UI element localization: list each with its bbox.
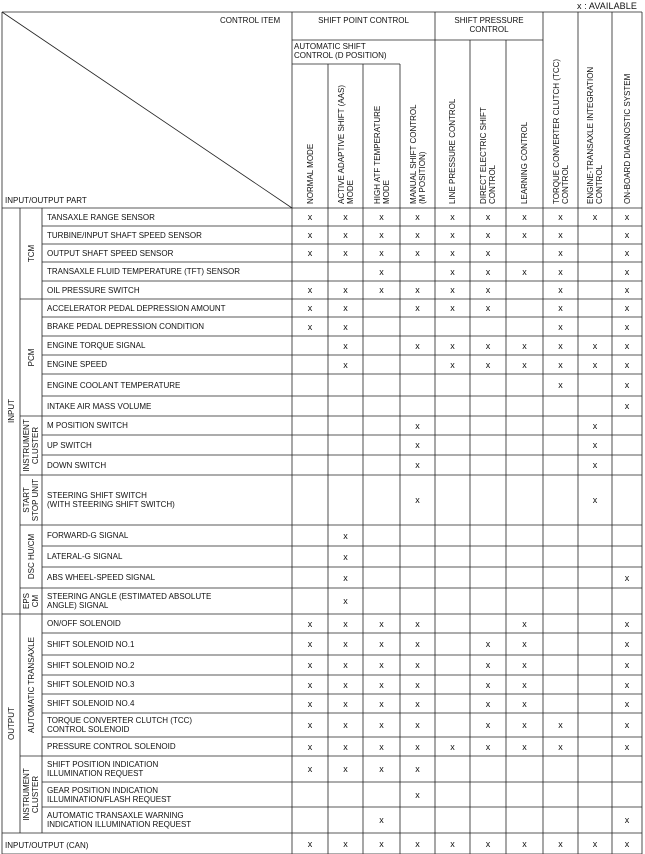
- group-label: EPS CM: [22, 593, 40, 610]
- cell-mark: x: [343, 639, 348, 649]
- cell-mark: x: [415, 660, 420, 670]
- column-header: LEARNING CONTROL: [520, 121, 529, 204]
- cell-mark: x: [343, 720, 348, 730]
- cell-mark: x: [379, 764, 384, 774]
- row-label: SHIFT SOLENOID NO.1: [47, 639, 135, 649]
- cell-mark: x: [343, 551, 348, 562]
- row-label: DOWN SWITCH: [47, 460, 107, 470]
- cell-mark: x: [592, 460, 598, 470]
- cell-mark: x: [558, 285, 563, 295]
- cell-mark: x: [485, 230, 491, 240]
- cell-mark: x: [485, 639, 491, 649]
- row-label: ON/OFF SOLENOID: [47, 619, 121, 628]
- cell-mark: x: [343, 660, 348, 670]
- cell-mark: x: [379, 618, 384, 629]
- cell-mark: x: [307, 764, 313, 774]
- cell-mark: x: [307, 698, 313, 709]
- aas-group-label: AUTOMATIC SHIFT CONTROL (D POSITION): [294, 42, 387, 60]
- cell-mark: x: [379, 248, 384, 258]
- cell-mark: x: [379, 212, 384, 222]
- cell-mark: x: [522, 639, 527, 649]
- cell-mark: x: [415, 838, 420, 849]
- cell-mark: x: [415, 230, 420, 240]
- row-label: OIL PRESSURE SWITCH: [47, 285, 140, 295]
- cell-mark: x: [558, 303, 563, 313]
- column-header: LINE PRESSURE CONTROL: [448, 98, 457, 204]
- row-label: BRAKE PEDAL DEPRESSION CONDITION: [47, 322, 205, 331]
- group-label: PCM: [26, 348, 36, 367]
- cell-mark: x: [558, 230, 563, 240]
- cell-mark: x: [307, 212, 313, 222]
- cell-mark: x: [415, 698, 420, 709]
- cell-mark: x: [415, 764, 420, 774]
- cell-mark: x: [307, 720, 313, 730]
- cell-mark: x: [343, 321, 348, 332]
- cell-mark: x: [307, 618, 313, 629]
- shift-point-control-label: SHIFT POINT CONTROL: [318, 16, 409, 25]
- cell-mark: x: [624, 639, 630, 649]
- cell-mark: x: [343, 212, 348, 222]
- column-header: ON-BOARD DIAGNOSTIC SYSTEM: [622, 73, 632, 204]
- cell-mark: x: [343, 838, 348, 849]
- cell-mark: x: [624, 285, 630, 295]
- cell-mark: x: [307, 639, 313, 649]
- cell-mark: x: [379, 639, 384, 649]
- cell-mark: x: [592, 420, 598, 431]
- cell-mark: x: [307, 303, 313, 313]
- cell-mark: x: [624, 401, 630, 411]
- cell-mark: x: [450, 248, 455, 258]
- group-label: INSTRUMENT CLUSTER: [22, 768, 40, 821]
- row-label: STEERING SHIFT SWITCH (WITH STEERING SHIFT SWITCH): [47, 491, 175, 509]
- row-label: TORQUE CONVERTER CLUTCH (TCC) CONTROL SOLENOID: [47, 716, 193, 734]
- cell-mark: x: [343, 764, 348, 774]
- cell-mark: x: [415, 741, 420, 752]
- group-label: TCM: [26, 244, 36, 263]
- cell-mark: x: [558, 741, 563, 752]
- cell-mark: x: [485, 340, 491, 351]
- cell-mark: x: [307, 321, 313, 332]
- row-label: INTAKE AIR MASS VOLUME: [47, 401, 152, 411]
- row-label: ENGINE TORQUE SIGNAL: [47, 341, 146, 350]
- cell-mark: x: [558, 248, 563, 258]
- cell-mark: x: [485, 266, 491, 277]
- cell-mark: x: [558, 340, 563, 351]
- cell-mark: x: [415, 679, 420, 690]
- cell-mark: x: [624, 359, 630, 370]
- cell-mark: x: [485, 679, 491, 690]
- cell-mark: x: [379, 838, 384, 849]
- cell-mark: x: [558, 720, 563, 730]
- row-label: TANSAXLE RANGE SENSOR: [47, 212, 155, 222]
- row-label: STEERING ANGLE (ESTIMATED ABSOLUTE ANGLE) SIGNAL: [47, 592, 212, 610]
- cell-mark: x: [450, 303, 455, 313]
- column-header: HIGH ATF TEMPERATURE MODE: [372, 105, 391, 204]
- cell-mark: x: [624, 698, 630, 709]
- column-header: TORQUE CONVERTER CLUTCH (TCC) CONTROL: [551, 58, 570, 204]
- row-label: SHIFT SOLENOID NO.3: [47, 680, 135, 689]
- cell-mark: x: [379, 285, 384, 295]
- row-label: M POSITION SWITCH: [47, 421, 128, 430]
- cell-mark: x: [343, 303, 348, 313]
- group-label: INSTRUMENT CLUSTER: [22, 419, 40, 472]
- column-header: ACTIVE ADAPTIVE SHIFT (AAS) MODE: [336, 85, 355, 204]
- cell-mark: x: [379, 698, 384, 709]
- category-label-output: OUTPUT: [6, 707, 16, 740]
- cell-mark: x: [343, 359, 348, 370]
- cell-mark: x: [522, 679, 527, 690]
- row-label: OUTPUT SHAFT SPEED SENSOR: [47, 248, 174, 258]
- column-header: ENGINE-TRANSAXLE INTEGRATION CONTROL: [586, 66, 604, 204]
- cell-mark: x: [624, 212, 630, 222]
- cell-mark: x: [485, 285, 491, 295]
- cell-mark: x: [522, 720, 527, 730]
- row-label: GEAR POSITION INDICATION ILLUMINATION/FLASH REQUEST: [47, 785, 172, 804]
- group-label: AUTOMATIC TRANSAXLE: [26, 636, 36, 734]
- cell-mark: x: [415, 440, 420, 450]
- row-label: TRANSAXLE FLUID TEMPERATURE (TFT) SENSOR: [47, 267, 241, 276]
- header-diagonal: [2, 12, 292, 208]
- cell-mark: x: [379, 230, 384, 240]
- cell-mark: x: [379, 266, 384, 277]
- cell-mark: x: [558, 380, 563, 390]
- cell-mark: x: [624, 660, 630, 670]
- cell-mark: x: [624, 741, 630, 752]
- cell-mark: x: [450, 212, 455, 222]
- cell-mark: x: [558, 321, 563, 332]
- cell-mark: x: [343, 618, 348, 629]
- cell-mark: x: [415, 639, 420, 649]
- cell-mark: x: [343, 248, 348, 258]
- cell-mark: x: [624, 248, 630, 258]
- cell-mark: x: [343, 530, 348, 541]
- io-part-label: INPUT/OUTPUT PART: [5, 196, 87, 205]
- cell-mark: x: [485, 838, 491, 849]
- cell-mark: x: [343, 340, 348, 351]
- cell-mark: x: [522, 741, 527, 752]
- cell-mark: x: [485, 248, 491, 258]
- cell-mark: x: [450, 285, 455, 295]
- cell-mark: x: [415, 420, 420, 431]
- row-label: AUTOMATIC TRANSAXLE WARNING INDICATION ILLUMINATION REQUEST: [47, 811, 192, 829]
- cell-mark: x: [592, 340, 598, 351]
- row-label: FORWARD-G SIGNAL: [47, 531, 129, 540]
- cell-mark: x: [343, 698, 348, 709]
- cell-mark: x: [522, 212, 527, 222]
- shift-pressure-control-label: SHIFT PRESSURE CONTROL: [454, 16, 524, 34]
- cell-mark: x: [307, 741, 313, 752]
- cell-mark: x: [624, 838, 630, 849]
- row-label: UP SWITCH: [47, 440, 92, 450]
- cell-mark: x: [624, 230, 630, 240]
- column-header: NORMAL MODE: [305, 143, 315, 204]
- cell-mark: x: [379, 815, 384, 825]
- row-label: ENGINE SPEED: [47, 360, 108, 369]
- cell-mark: x: [307, 679, 313, 690]
- cell-mark: x: [307, 660, 313, 670]
- cell-mark: x: [558, 266, 563, 277]
- row-label: LATERAL-G SIGNAL: [47, 552, 123, 561]
- cell-mark: x: [343, 230, 348, 240]
- cell-mark: x: [485, 720, 491, 730]
- cell-mark: x: [450, 359, 455, 370]
- cell-mark: x: [450, 741, 455, 752]
- cell-mark: x: [624, 303, 630, 313]
- row-label: SHIFT POSITION INDICATION ILLUMINATION REQUEST: [47, 760, 159, 778]
- cell-mark: x: [343, 285, 348, 295]
- cell-mark: x: [522, 660, 527, 670]
- cell-mark: x: [415, 720, 420, 730]
- cell-mark: x: [485, 212, 491, 222]
- cell-mark: x: [415, 495, 420, 505]
- cell-mark: x: [379, 679, 384, 690]
- cell-mark: x: [415, 460, 420, 470]
- cell-mark: x: [485, 698, 491, 709]
- cell-mark: x: [415, 285, 420, 295]
- cell-mark: x: [592, 359, 598, 370]
- category-label-input: INPUT: [6, 399, 16, 423]
- group-label: START STOP UNIT: [22, 478, 40, 522]
- cell-mark: x: [379, 720, 384, 730]
- cell-mark: x: [592, 212, 598, 222]
- cell-mark: x: [415, 618, 420, 629]
- row-label: ACCELERATOR PEDAL DEPRESSION AMOUNT: [47, 303, 226, 313]
- column-header: MANUAL SHIFT CONTROL (M POSITION): [408, 104, 427, 204]
- row-label: ENGINE COOLANT TEMPERATURE: [47, 380, 181, 390]
- cell-mark: x: [307, 230, 313, 240]
- cell-mark: x: [558, 359, 563, 370]
- legend: x : AVAILABLE: [577, 1, 637, 11]
- cell-mark: x: [558, 838, 563, 849]
- cell-mark: x: [624, 380, 630, 390]
- row-label: ABS WHEEL-SPEED SIGNAL: [47, 573, 156, 582]
- row-label: TURBINE/INPUT SHAFT SPEED SENSOR: [47, 230, 202, 240]
- cell-mark: x: [485, 660, 491, 670]
- cell-mark: x: [558, 212, 563, 222]
- cell-mark: x: [450, 230, 455, 240]
- cell-mark: x: [343, 596, 348, 606]
- cell-mark: x: [592, 495, 598, 505]
- cell-mark: x: [307, 285, 313, 295]
- cell-mark: x: [343, 572, 348, 583]
- cell-mark: x: [343, 741, 348, 752]
- cell-mark: x: [522, 230, 527, 240]
- cell-mark: x: [624, 572, 630, 583]
- cell-mark: x: [624, 679, 630, 690]
- cell-mark: x: [415, 789, 420, 800]
- cell-mark: x: [485, 741, 491, 752]
- cell-mark: x: [450, 838, 455, 849]
- cell-mark: x: [379, 741, 384, 752]
- row-label: SHIFT SOLENOID NO.2: [47, 660, 135, 670]
- cell-mark: x: [522, 266, 527, 277]
- row-label: SHIFT SOLENOID NO.4: [47, 699, 135, 708]
- column-header: DIRECT ELECTRIC SHIFT CONTROL: [479, 107, 497, 204]
- cell-mark: x: [485, 303, 491, 313]
- cell-mark: x: [379, 660, 384, 670]
- cell-mark: x: [415, 340, 420, 351]
- cell-mark: x: [522, 838, 527, 849]
- cell-mark: x: [522, 340, 527, 351]
- cell-mark: x: [343, 679, 348, 690]
- group-label: DSC HU/CM: [26, 533, 36, 580]
- cell-mark: x: [522, 618, 527, 629]
- cell-mark: x: [485, 359, 491, 370]
- cell-mark: x: [415, 303, 420, 313]
- cell-mark: x: [592, 440, 598, 450]
- row-label: PRESSURE CONTROL SOLENOID: [47, 742, 176, 751]
- cell-mark: x: [307, 838, 313, 849]
- cell-mark: x: [307, 248, 313, 258]
- cell-mark: x: [624, 618, 630, 629]
- cell-mark: x: [522, 359, 527, 370]
- category-label-can: INPUT/OUTPUT (CAN): [5, 841, 89, 850]
- cell-mark: x: [624, 815, 630, 825]
- control-item-label: CONTROL ITEM: [220, 16, 281, 25]
- cell-mark: x: [624, 720, 630, 730]
- cell-mark: x: [592, 838, 598, 849]
- cell-mark: x: [415, 248, 420, 258]
- cell-mark: x: [624, 340, 630, 351]
- cell-mark: x: [450, 266, 455, 277]
- cell-mark: x: [450, 340, 455, 351]
- cell-mark: x: [624, 321, 630, 332]
- cell-mark: x: [522, 698, 527, 709]
- cell-mark: x: [624, 266, 630, 277]
- cell-mark: x: [415, 212, 420, 222]
